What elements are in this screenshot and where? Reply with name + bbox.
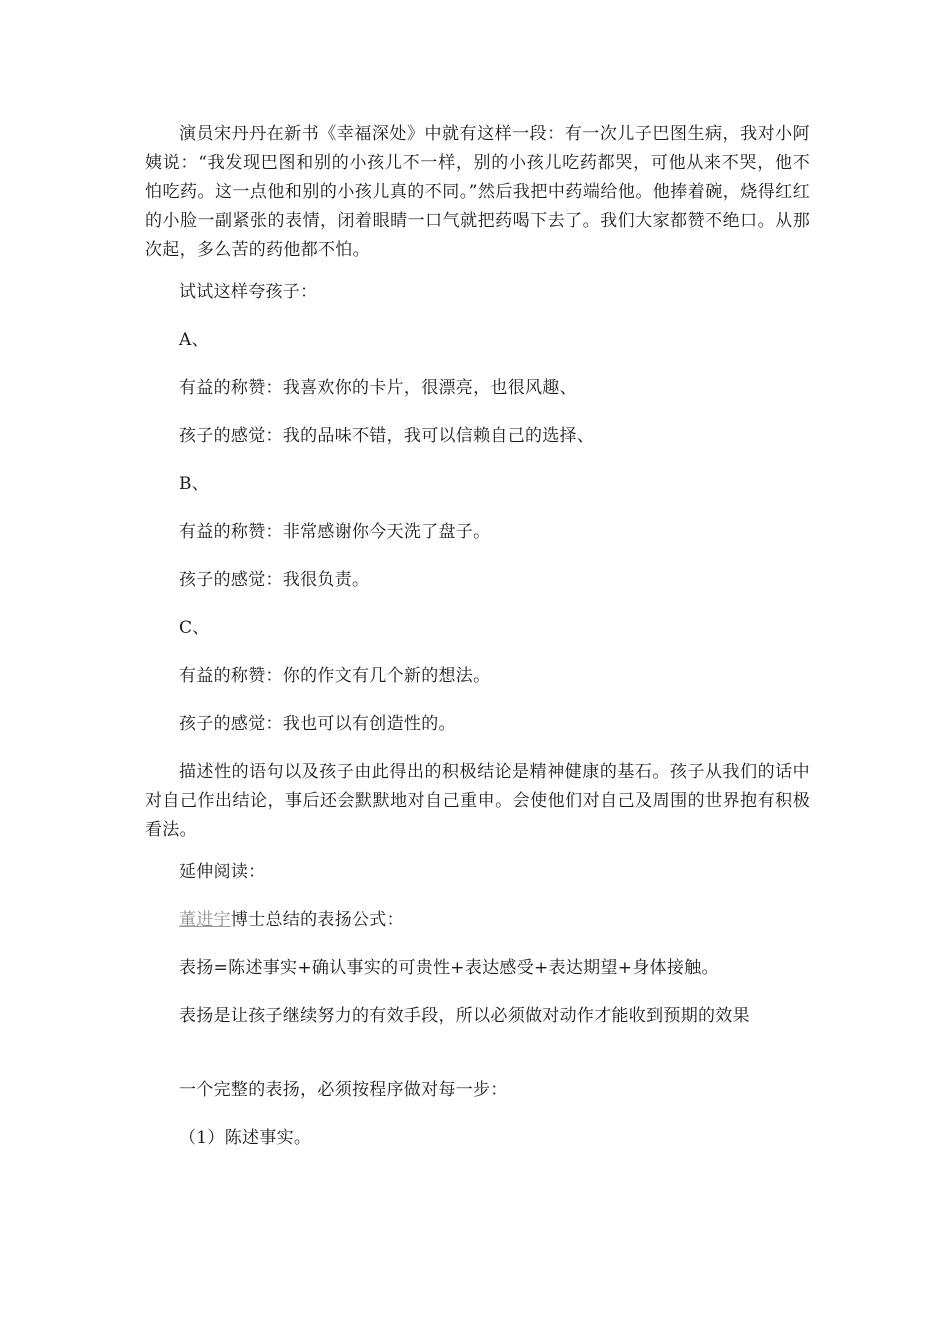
story-paragraph: 演员宋丹丹在新书《幸福深处》中就有这样一段：有一次儿子巴图生病，我对小阿姨说：“我发现巴图和别的小孩儿不一样，别的小孩儿吃药都哭，可他从来不哭，他不怕吃药。这一点他和别的小孩儿真的不同。”然后我把中药端给他。他捧着碗，烧得红红的小脸一副紧张的表情，闭着眼睛一口气就把药喝下去了。我们大家都赞不绝口。从那次起，多么苦的药他都不怕。 bbox=[145, 124, 810, 260]
step-1: （1）陈述事实。 bbox=[179, 1128, 312, 1148]
author-link[interactable]: 董进宇 bbox=[179, 910, 231, 930]
steps-intro: 一个完整的表扬，必须按程序做对每一步： bbox=[179, 1080, 508, 1100]
section-intro: 试试这样夸孩子： bbox=[179, 282, 318, 302]
praise-a: 有益的称赞：我喜欢你的卡片，很漂亮，也很风趣、 bbox=[179, 378, 577, 398]
conclusion-paragraph: 描述性的语句以及孩子由此得出的积极结论是精神健康的基石。孩子从我们的话中对自己作出结论，事后还会默默地对自己重申。会使他们对自己及周围的世界抱有积极看法。 bbox=[145, 762, 810, 840]
praise-c: 有益的称赞：你的作文有几个新的想法。 bbox=[179, 666, 491, 686]
feeling-b: 孩子的感觉：我很负责。 bbox=[179, 570, 370, 590]
praise-b: 有益的称赞：非常感谢你今天洗了盘子。 bbox=[179, 522, 491, 542]
formula-text: 表扬=陈述事实+确认事实的可贵性+表达感受+表达期望+身体接触。 bbox=[179, 958, 719, 978]
item-label-a: A、 bbox=[179, 330, 209, 350]
feeling-c: 孩子的感觉：我也可以有创造性的。 bbox=[179, 714, 456, 734]
extended-reading-heading: 延伸阅读： bbox=[179, 862, 266, 882]
item-label-b: B、 bbox=[179, 474, 210, 494]
item-label-c: C、 bbox=[179, 618, 210, 638]
formula-intro bbox=[145, 906, 810, 935]
feeling-a: 孩子的感觉：我的品味不错，我可以信赖自己的选择、 bbox=[179, 426, 595, 446]
formula-intro-text: 博士总结的表扬公式： bbox=[230, 910, 404, 930]
formula-note: 表扬是让孩子继续努力的有效手段，所以必须做对动作才能收到预期的效果 bbox=[179, 1006, 750, 1026]
